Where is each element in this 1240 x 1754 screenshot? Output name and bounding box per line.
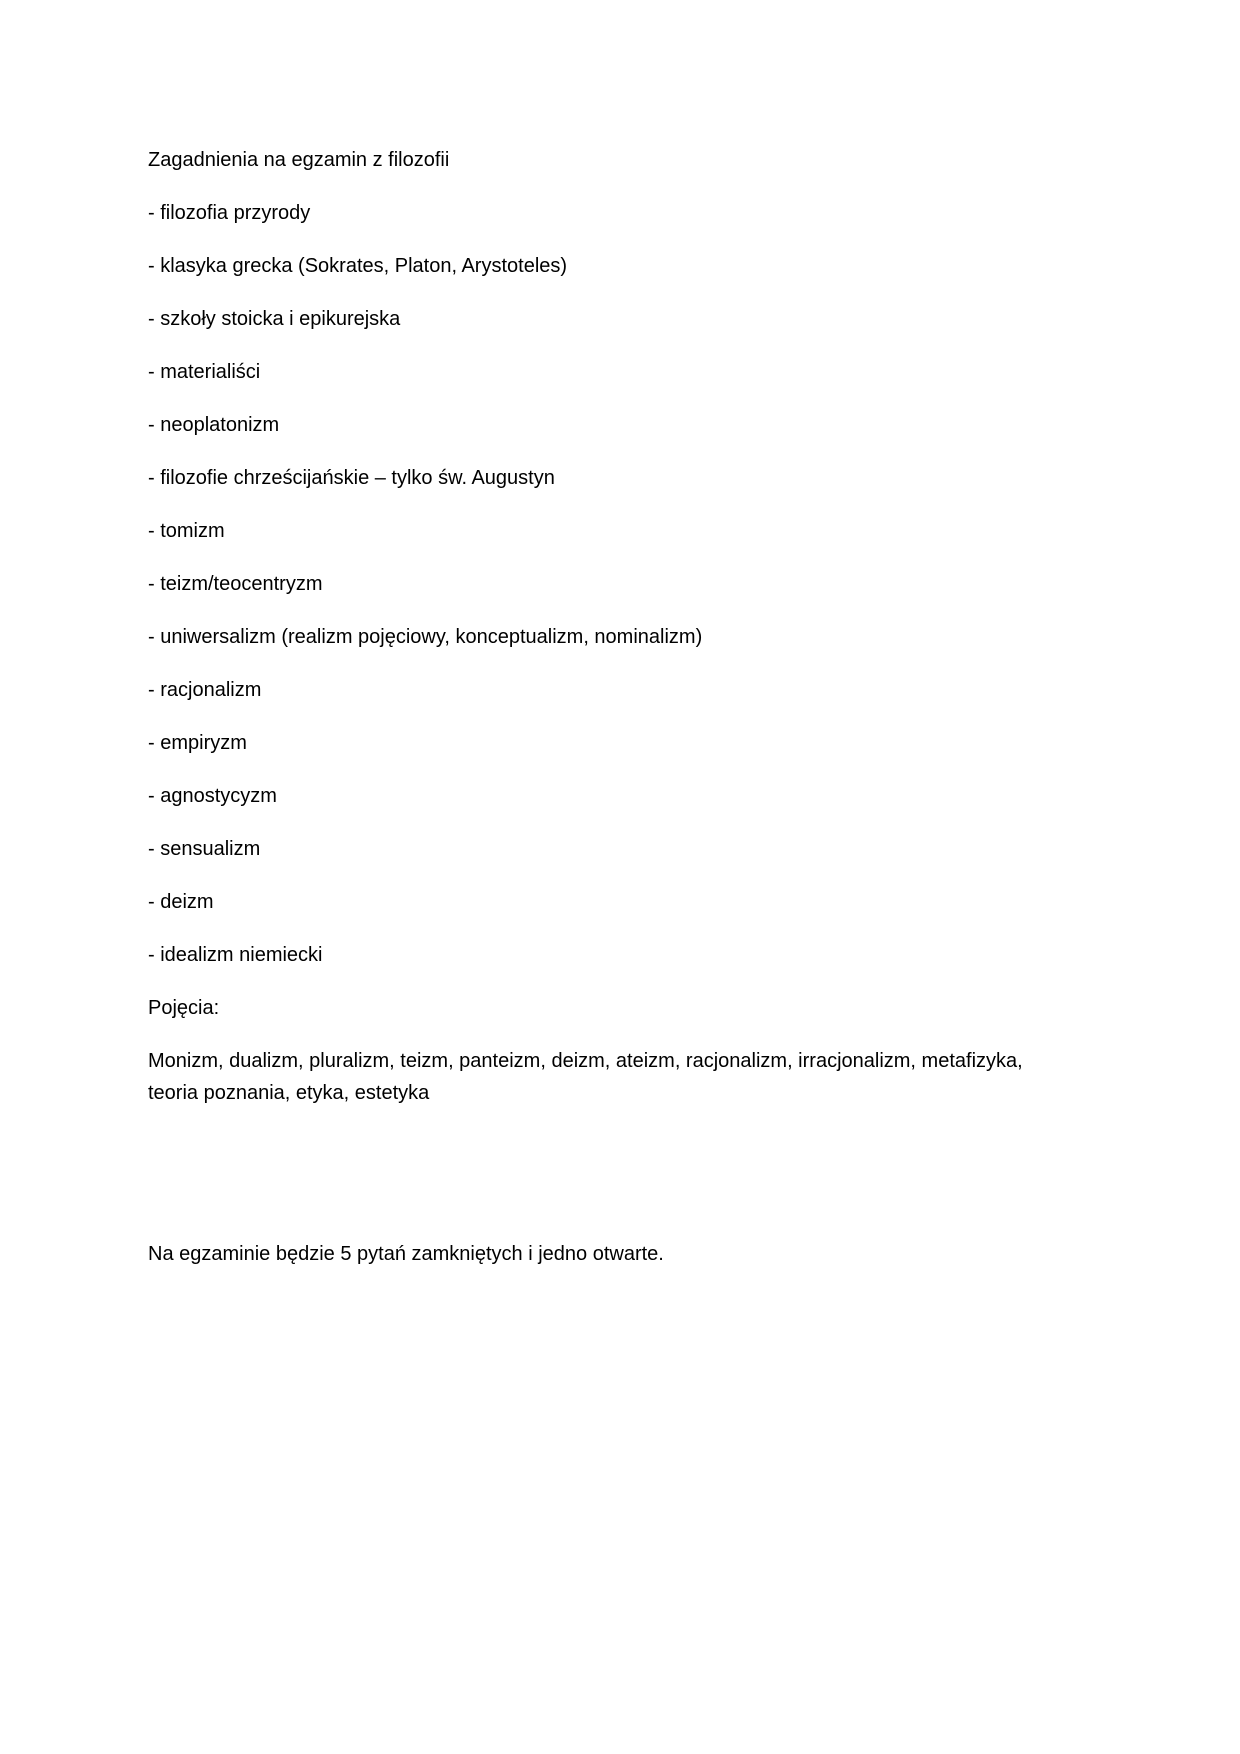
topic-item: - idealizm niemiecki [148,944,323,966]
terms-paragraph: Monizm, dualizm, pluralizm, teizm, panteizm, deizm, ateizm, racjonalizm, irracjonalizm, metafizyka, teoria poznania, etyka, estetyka [148,1050,1023,1104]
topic-item: - filozofie chrześcijańskie – tylko św. Augustyn [148,467,555,489]
topic-item: - filozofia przyrody [148,202,311,224]
topic-item: - teizm/teocentryzm [148,573,323,595]
topic-item: - agnostycyzm [148,785,277,807]
topic-item: - neoplatonizm [148,414,280,436]
document-title: Zagadnienia na egzamin z filozofii [148,149,450,171]
topic-item: - racjonalizm [148,679,262,701]
topic-list [148,197,1092,971]
topic-item: - tomizm [148,520,225,542]
topic-item: - sensualizm [148,838,261,860]
topic-item: - uniwersalizm (realizm pojęciowy, konceptualizm, nominalizm) [148,626,703,648]
topic-item: - materialiści [148,361,261,383]
exam-info-paragraph: Na egzaminie będzie 5 pytań zamkniętych i jedno otwarte. [148,1243,664,1265]
topic-item: - empiryzm [148,732,247,754]
topic-item: - deizm [148,891,214,913]
topic-item: - klasyka grecka (Sokrates, Platon, Arystoteles) [148,255,568,277]
topic-item: - szkoły stoicka i epikurejska [148,308,401,330]
terms-heading: Pojęcia: [148,997,220,1019]
